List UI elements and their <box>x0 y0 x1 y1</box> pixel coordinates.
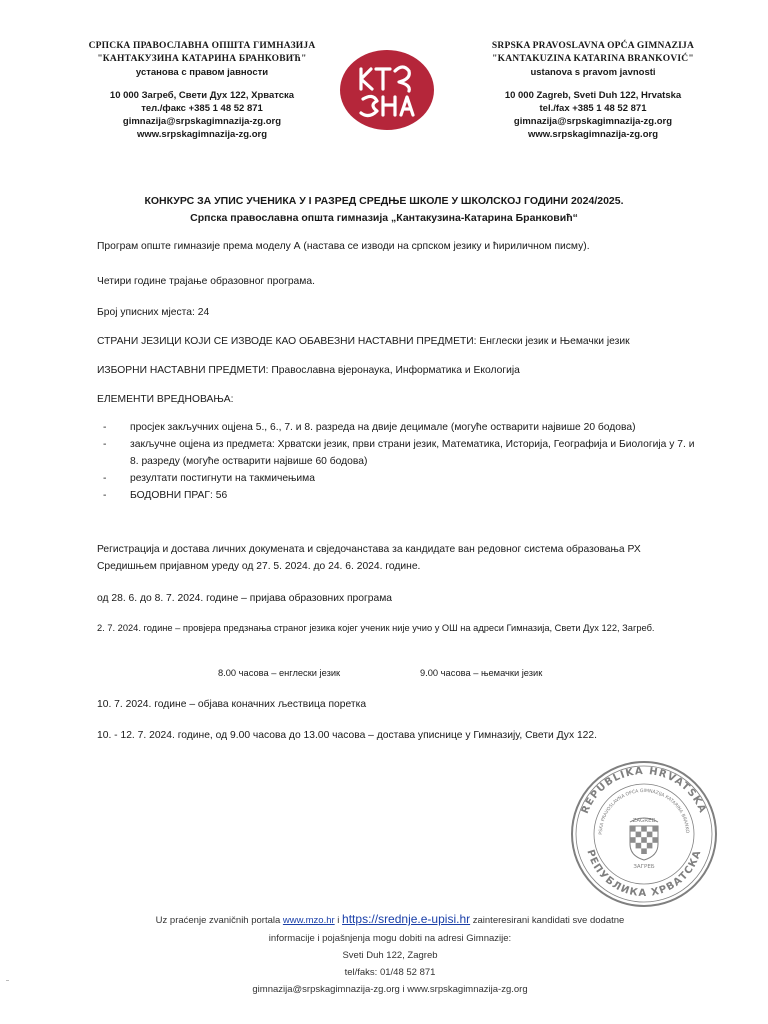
email-right: gimnazija@srpskagimnazija-zg.org <box>513 116 673 127</box>
test-text: 2. 7. 2024. године – провјера предзнања страног језика којег ученик није учио у ОШ на адреси Гимназија, Свети Дух 122, Загреб. <box>97 623 655 633</box>
official-stamp-icon <box>568 758 720 910</box>
enrollment-text: 10. - 12. 7. 2024. године, од 9.00 часова до 13.00 часова – достава уписнице у Гимназију, Свети Дух 122. <box>97 730 597 741</box>
link-mzo[interactable]: www.mzo.hr <box>282 915 335 926</box>
footer-phone: tel/faks: 01/48 52 871 <box>344 967 436 978</box>
web-right: www.srpskagimnazija-zg.org <box>527 129 659 140</box>
places-text: Број уписних мјеста: 24 <box>97 307 210 318</box>
school-name-latin: SRPSKA PRAVOSLAVNA OPĆA GIMNAZIJA <box>491 41 695 51</box>
phone-cyrillic: тел./факс +385 1 48 52 871 <box>141 103 263 114</box>
document-title: КОНКУРС ЗА УПИС УЧЕНИКА У I РАЗРЕД СРЕДЊЕ ШКОЛЕ У ШКОЛСКОЈ ГОДИНИ 2024/2025. <box>144 195 624 207</box>
phone-latin: tel./fax +385 1 48 52 871 <box>539 103 647 114</box>
list-item: - закључне оцјена из предмета: Хрватски језик, први страни језик, Математика, Историја, Географија и Биологија у 7. и 8. разреду (могуће остварити највише 60 бодова) <box>97 436 697 470</box>
program-text: Програм опште гимназије према моделу А (настава се изводи на српском језику и ћириличном писму). <box>97 241 590 252</box>
svg-text:ZAGREB: ZAGREB <box>632 818 656 824</box>
school-status-latin: ustanova s pravom javnosti <box>530 67 656 78</box>
footer-line-2: informacije i pojašnjenja mogu dobiti na adresi Gimnazije: <box>268 933 512 944</box>
time-german: 9.00 часова – њемачки језик <box>420 668 543 678</box>
svg-text:SRPSKA PRAVOSLAVNA OPĆA GIMNAZ: PSKA PRAVOSLAVNA OPĆA GIMNAZIJA KATARINA BRANKO <box>598 788 690 835</box>
document-subtitle: Српска православна општа гимназија „Кантакузина-Катарина Бранковић“ <box>190 212 578 224</box>
list-item: - БОДОВНИ ПРАГ: 56 <box>97 487 697 504</box>
footer-line-1: Uz praćenje zvaničnih portala www.mzo.hr i https://srednje.e-upisi.hr zainteresirani kandidati sve dodatne <box>155 912 625 926</box>
duration-text: Четири године трајање образовног програма. <box>97 276 315 287</box>
email-left: gimnazija@srpskagimnazija-zg.org <box>122 116 282 127</box>
school-subname-latin: "KANTAKUZINA KATARINA BRANKOVIĆ" <box>492 54 694 64</box>
list-item: - просјек закључних оцјена 5., 6., 7. и 8. разреда на двије децимале (могуће остварити највише 20 бодова) <box>97 419 697 436</box>
svg-text:РЕПУБЛИКА ХРВАТСКА: РЕПУБЛИКА ХРВАТСКА <box>584 848 704 900</box>
list-item: - резултати постигнути на такмичењима <box>97 470 697 487</box>
address-cyrillic: 10 000 Загреб, Свети Дух 122, Хрватска <box>109 90 295 101</box>
link-e-upisi[interactable]: https://srednje.e-upisi.hr <box>342 912 471 926</box>
svg-text:ЗАГРЕБ: ЗАГРЕБ <box>633 864 655 870</box>
footer-contacts: gimnazija@srpskagimnazija-zg.org i www.srpskagimnazija-zg.org <box>252 984 528 995</box>
application-text: од 28. 6. до 8. 7. 2024. године – пријава образовних програма <box>97 593 393 604</box>
school-status-cyrillic: установа с правом јавности <box>135 67 269 78</box>
letterhead-left <box>77 40 327 141</box>
ranking-text: 10. 7. 2024. године – објава коначних љествица поретка <box>97 699 367 710</box>
svg-text:REPUBLIKA HRVATSKA: REPUBLIKA HRVATSKA <box>579 765 709 816</box>
margin-mark <box>6 980 9 981</box>
registration-text: Регистрација и достава личних докумената и свједочанстава за кандидате ван редовног система образовања РХ Средишњем пријавном уреду од 27. 5. 2024. до 24. 6. 2024. године. <box>97 544 641 572</box>
web-left: www.srpskagimnazija-zg.org <box>136 129 268 140</box>
time-english: 8.00 часова – енглески језик <box>218 668 341 678</box>
footer-address: Sveti Duh 122, Zagreb <box>342 950 438 961</box>
criteria-heading: ЕЛЕМЕНТИ ВРЕДНОВАЊА: <box>97 394 234 405</box>
electives-text: ИЗБОРНИ НАСТАВНИ ПРЕДМЕТИ: Православна вјеронаука, Информатика и Екологија <box>97 365 520 376</box>
school-logo-icon <box>339 49 435 131</box>
letterhead-right <box>468 40 718 141</box>
school-name-cyrillic: СРПСКА ПРАВОСЛАВНА ОПШТА ГИМНАЗИЈА <box>88 41 316 51</box>
address-latin: 10 000 Zagreb, Sveti Duh 122, Hrvatska <box>504 90 682 101</box>
criteria-list <box>97 419 697 504</box>
languages-text: СТРАНИ ЈЕЗИЦИ КОЈИ СЕ ИЗВОДЕ КАО ОБАВЕЗНИ НАСТАВНИ ПРЕДМЕТИ: Енглески језик и Њемачки језик <box>97 336 630 347</box>
school-subname-cyrillic: "КАНТАКУЗИНА КАТАРИНА БРАНКОВИЋ" <box>97 54 307 64</box>
